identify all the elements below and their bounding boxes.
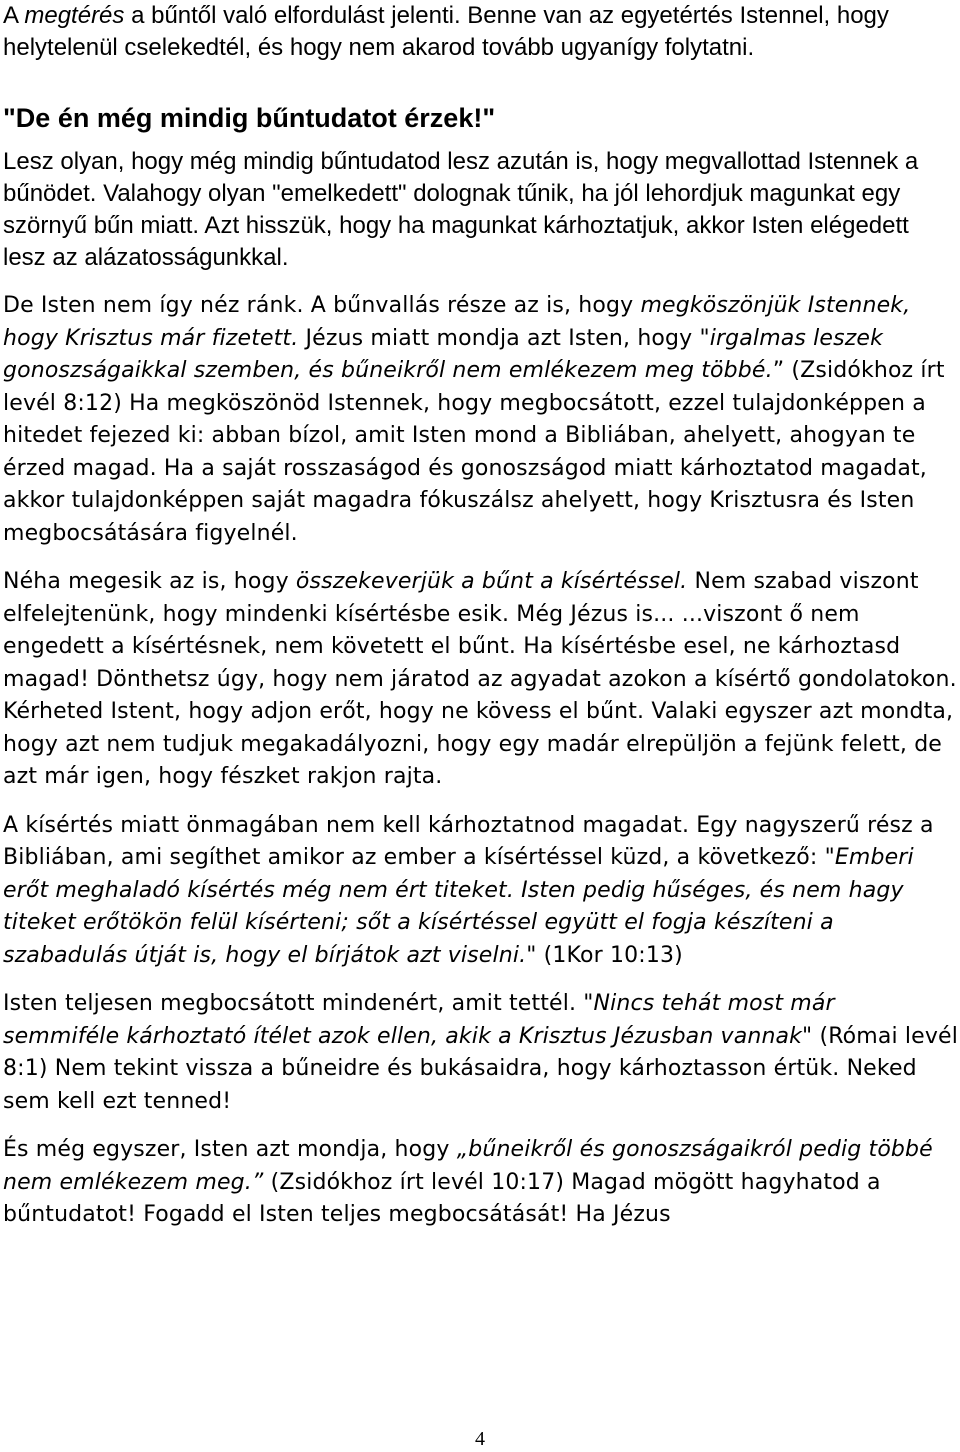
emphasis-repentance: megtérés — [24, 2, 125, 29]
paragraph-forgiven — [3, 988, 958, 1118]
emphasis-hebrews: „bűneikről és gonoszságaikról pedig többé nem emlékezem meg.” — [3, 1137, 933, 1195]
paragraph-text: (Római levél 8:1) Nem tekint vissza a bűneidre és bukásaidra, hogy kárhoztasson értük. Neked sem kell ezt tenned! — [3, 1023, 958, 1114]
emphasis-quote: "irgalmas leszek gonoszságaikkal szemben, és bűneikről nem emlékezem meg többé. — [3, 325, 883, 383]
paragraph-guilt — [3, 146, 958, 274]
paragraph-remember — [3, 1134, 958, 1232]
emphasis-thanks: megköszönjük Istennek, hogy Krisztus már fizetett. — [3, 293, 911, 351]
paragraph-corinthians — [3, 810, 958, 973]
paragraph-text: De Isten nem így néz ránk. A bűnvallás része az is, hogy — [3, 293, 641, 318]
page-number: 4 — [475, 1428, 485, 1450]
paragraph-confession — [3, 290, 958, 550]
paragraph-text: Nem szabad viszont elfelejtenünk, hogy mindenki kísértésbe esik. Még Jézus is... ...viszont ő nem engedett a kísértésnek, nem követett el bűnt. Ha kísértésbe esel, ne kárhoztasd magad! Dönthetsz úgy, hogy nem járatod az agyadat azokon a kísértő gondolatokon. Kérheted Istent, hogy adjon erőt, hogy ne kövess el bűnt. Valaki egyszer azt mondta, hogy azt nem tudjuk megakadályozni, hogy egy madár elrepüljön a fejünk felett, de azt már igen, hogy fészket rakjon rajta. — [3, 569, 957, 789]
emphasis-scripture: "Emberi erőt meghaladó kísértés még nem ért titeket. Isten pedig hűséges, és nem hagy titeket erőtökön felül kísérteni; sőt a kísértéssel együtt el fogja készíteni a szabadulás útját is, hogy el bírjátok azt viselni." — [3, 845, 914, 968]
paragraph-text: A — [3, 2, 25, 29]
emphasis-romans: "Nincs tehát most már semmiféle kárhoztató ítélet azok ellen, akik a Krisztus Jézusban vannak" — [3, 991, 835, 1049]
paragraph-text: ” (Zsidókhoz írt levél 8:12) Ha megköszönöd Istennek, hogy megbocsátott, ezzel tulajdonképpen a hitedet fejezed ki: abban bízol, amit Isten mond a Bibliában, ahelyett, ahogyan te érzed magad. Ha a saját rosszaságod és gonoszságod miatt kárhoztatod magadat, akkor tulajdonképpen saját magadra fókuszálsz ahelyett, hogy Krisztusra és Isten megbocsátására figyelnél. — [3, 358, 945, 546]
paragraph-text: És még egyszer, Isten azt mondja, hogy — [3, 1137, 457, 1162]
paragraph-text: Jézus miatt mondja azt Isten, hogy — [298, 325, 700, 351]
paragraph-temptation — [3, 566, 958, 794]
section-heading: "De én még mindig bűntudatot érzek!" — [3, 103, 496, 133]
paragraph-text: (Zsidókhoz írt levél 10:17) Magad mögött hagyhatod a bűntudatot! Fogadd el Isten teljes megbocsátását! Ha Jézus — [3, 1169, 881, 1227]
paragraph-text: Lesz olyan, hogy még mindig bűntudatod lesz azután is, hogy megvallottad Istennek a bűnödet. Valahogy olyan "emelkedett" dolognak tűnik, ha jól lehordjuk magunkat egy szörnyű bűn miatt. Azt hisszük, hogy ha magunkat kárhoztatjuk, akkor Isten elégedett lesz az alázatosságunkkal. — [3, 148, 919, 271]
paragraph-text: A kísértés miatt önmagában nem kell kárhoztatnod magadat. Egy nagyszerű rész a Bibliában, ami segíthet amikor az ember a kísértéssel küzd, a következő: — [3, 812, 934, 870]
emphasis-confusion: összekeverjük a bűnt a kísértéssel. — [295, 569, 688, 594]
paragraph-text: Néha megesik az is, hogy — [3, 569, 296, 594]
paragraph-text: a bűntől való elfordulást jelenti. Benne van az egyetértés Istennel, hogy helytelenül cselekedtél, és hogy nem akarod tovább ugyanígy folytatni. — [3, 2, 889, 61]
paragraph-repentance — [3, 0, 958, 64]
document-page — [3, 0, 958, 1232]
paragraph-text: (1Kor 10:13) — [536, 942, 683, 968]
paragraph-text: Isten teljesen megbocsátott mindenért, amit tettél. — [3, 991, 584, 1016]
